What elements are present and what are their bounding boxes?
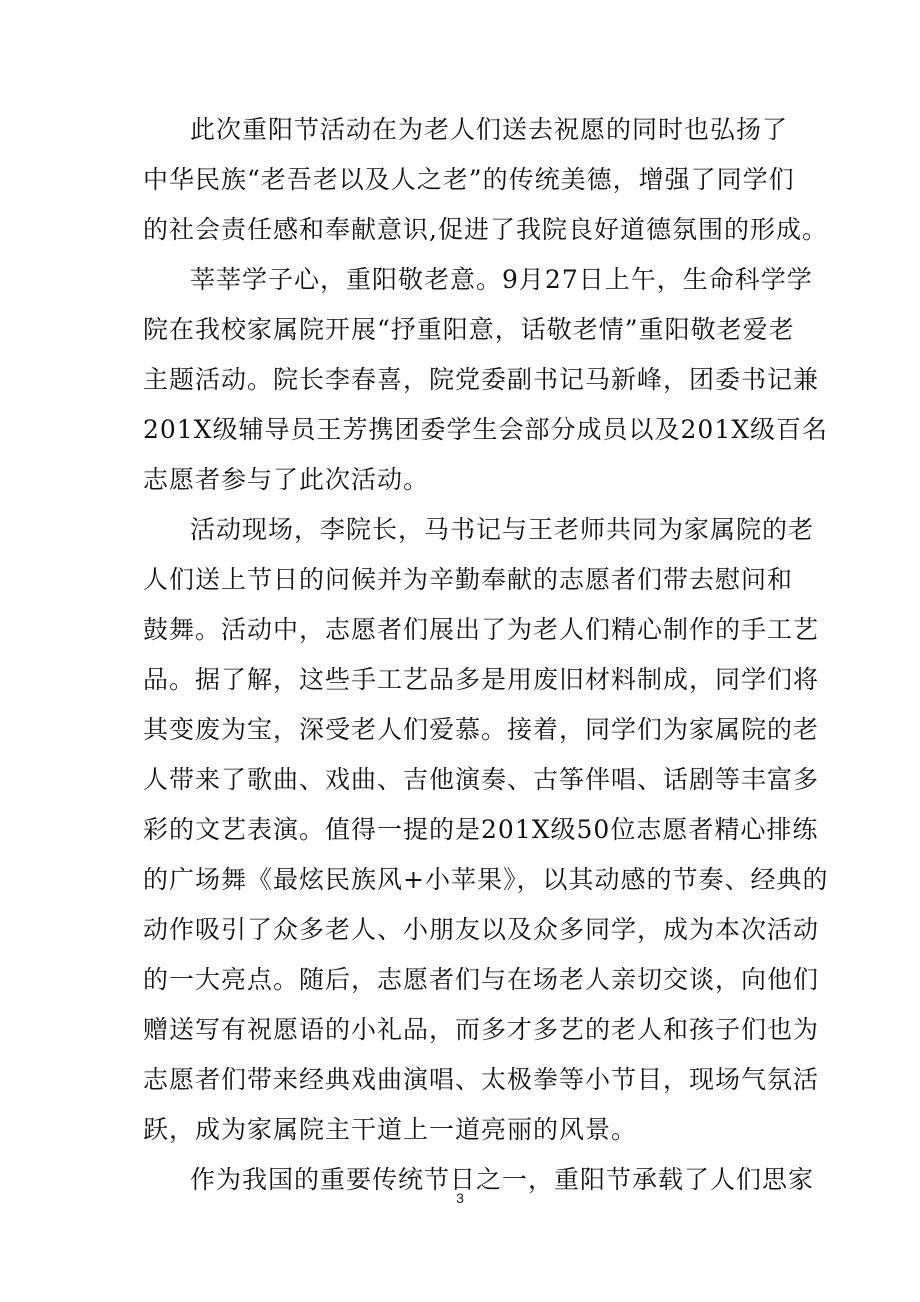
text-line: 鼓舞。活动中，志愿者们展出了为老人们精心制作的手工艺 — [143, 615, 820, 644]
text-line: 院在我校家属院开展“抒重阳意，话敬老情”重阳敬老爱老 — [143, 315, 795, 344]
text-line: 其变废为宝，深受老人们爱慕。接着，同学们为家属院的老 — [143, 715, 820, 744]
text-line: 作为我国的重要传统节日之一，重阳节承载了人们思家 — [190, 1165, 815, 1194]
text-line: 活动现场，李院长，马书记与王老师共同为家属院的老 — [190, 515, 815, 544]
text-line: 的广场舞《最炫民族风+小苹果》，以其动感的节奏、经典的 — [143, 865, 829, 894]
page-number: 3 — [456, 1190, 464, 1206]
text-line: 主题活动。院长李春喜，院党委副书记马新峰，团委书记兼 — [143, 365, 820, 394]
text-line: 彩的文艺表演。值得一提的是201X级50位志愿者精心排练 — [143, 815, 819, 844]
text-line: 动作吸引了众多老人、小朋友以及众多同学，成为本次活动 — [143, 915, 820, 944]
text-line: 此次重阳节活动在为老人们送去祝愿的同时也弘扬了 — [190, 115, 789, 144]
text-line: 品。据了解，这些手工艺品多是用废旧材料制成，同学们将 — [143, 665, 820, 694]
text-line: 201X级辅导员王芳携团委学生会部分成员以及201X级百名 — [143, 415, 829, 444]
text-line: 人带来了歌曲、戏曲、吉他演奏、古筝伴唱、话剧等丰富多 — [143, 765, 820, 794]
text-line: 人们送上节日的问候并为辛勤奉献的志愿者们带去慰问和 — [143, 565, 794, 594]
text-line: 志愿者参与了此次活动。 — [143, 465, 430, 494]
text-line: 的一大亮点。随后，志愿者们与在场老人亲切交谈，向他们 — [143, 965, 820, 994]
text-line: 的社会责任感和奉献意识,促进了我院良好道德氛围的形成。 — [143, 215, 828, 244]
text-line: 跃，成为家属院主干道上一道亮丽的风景。 — [143, 1115, 638, 1144]
text-line: 莘莘学子心，重阳敬老意。9月27日上午，生命科学学 — [190, 265, 813, 294]
text-line: 赠送写有祝愿语的小礼品，而多才多艺的老人和孩子们也为 — [143, 1015, 820, 1044]
text-line: 志愿者们带来经典戏曲演唱、太极拳等小节目，现场气氛活 — [143, 1065, 820, 1094]
text-line: 中华民族“老吾老以及人之老”的传统美德，增强了同学们 — [143, 165, 795, 194]
